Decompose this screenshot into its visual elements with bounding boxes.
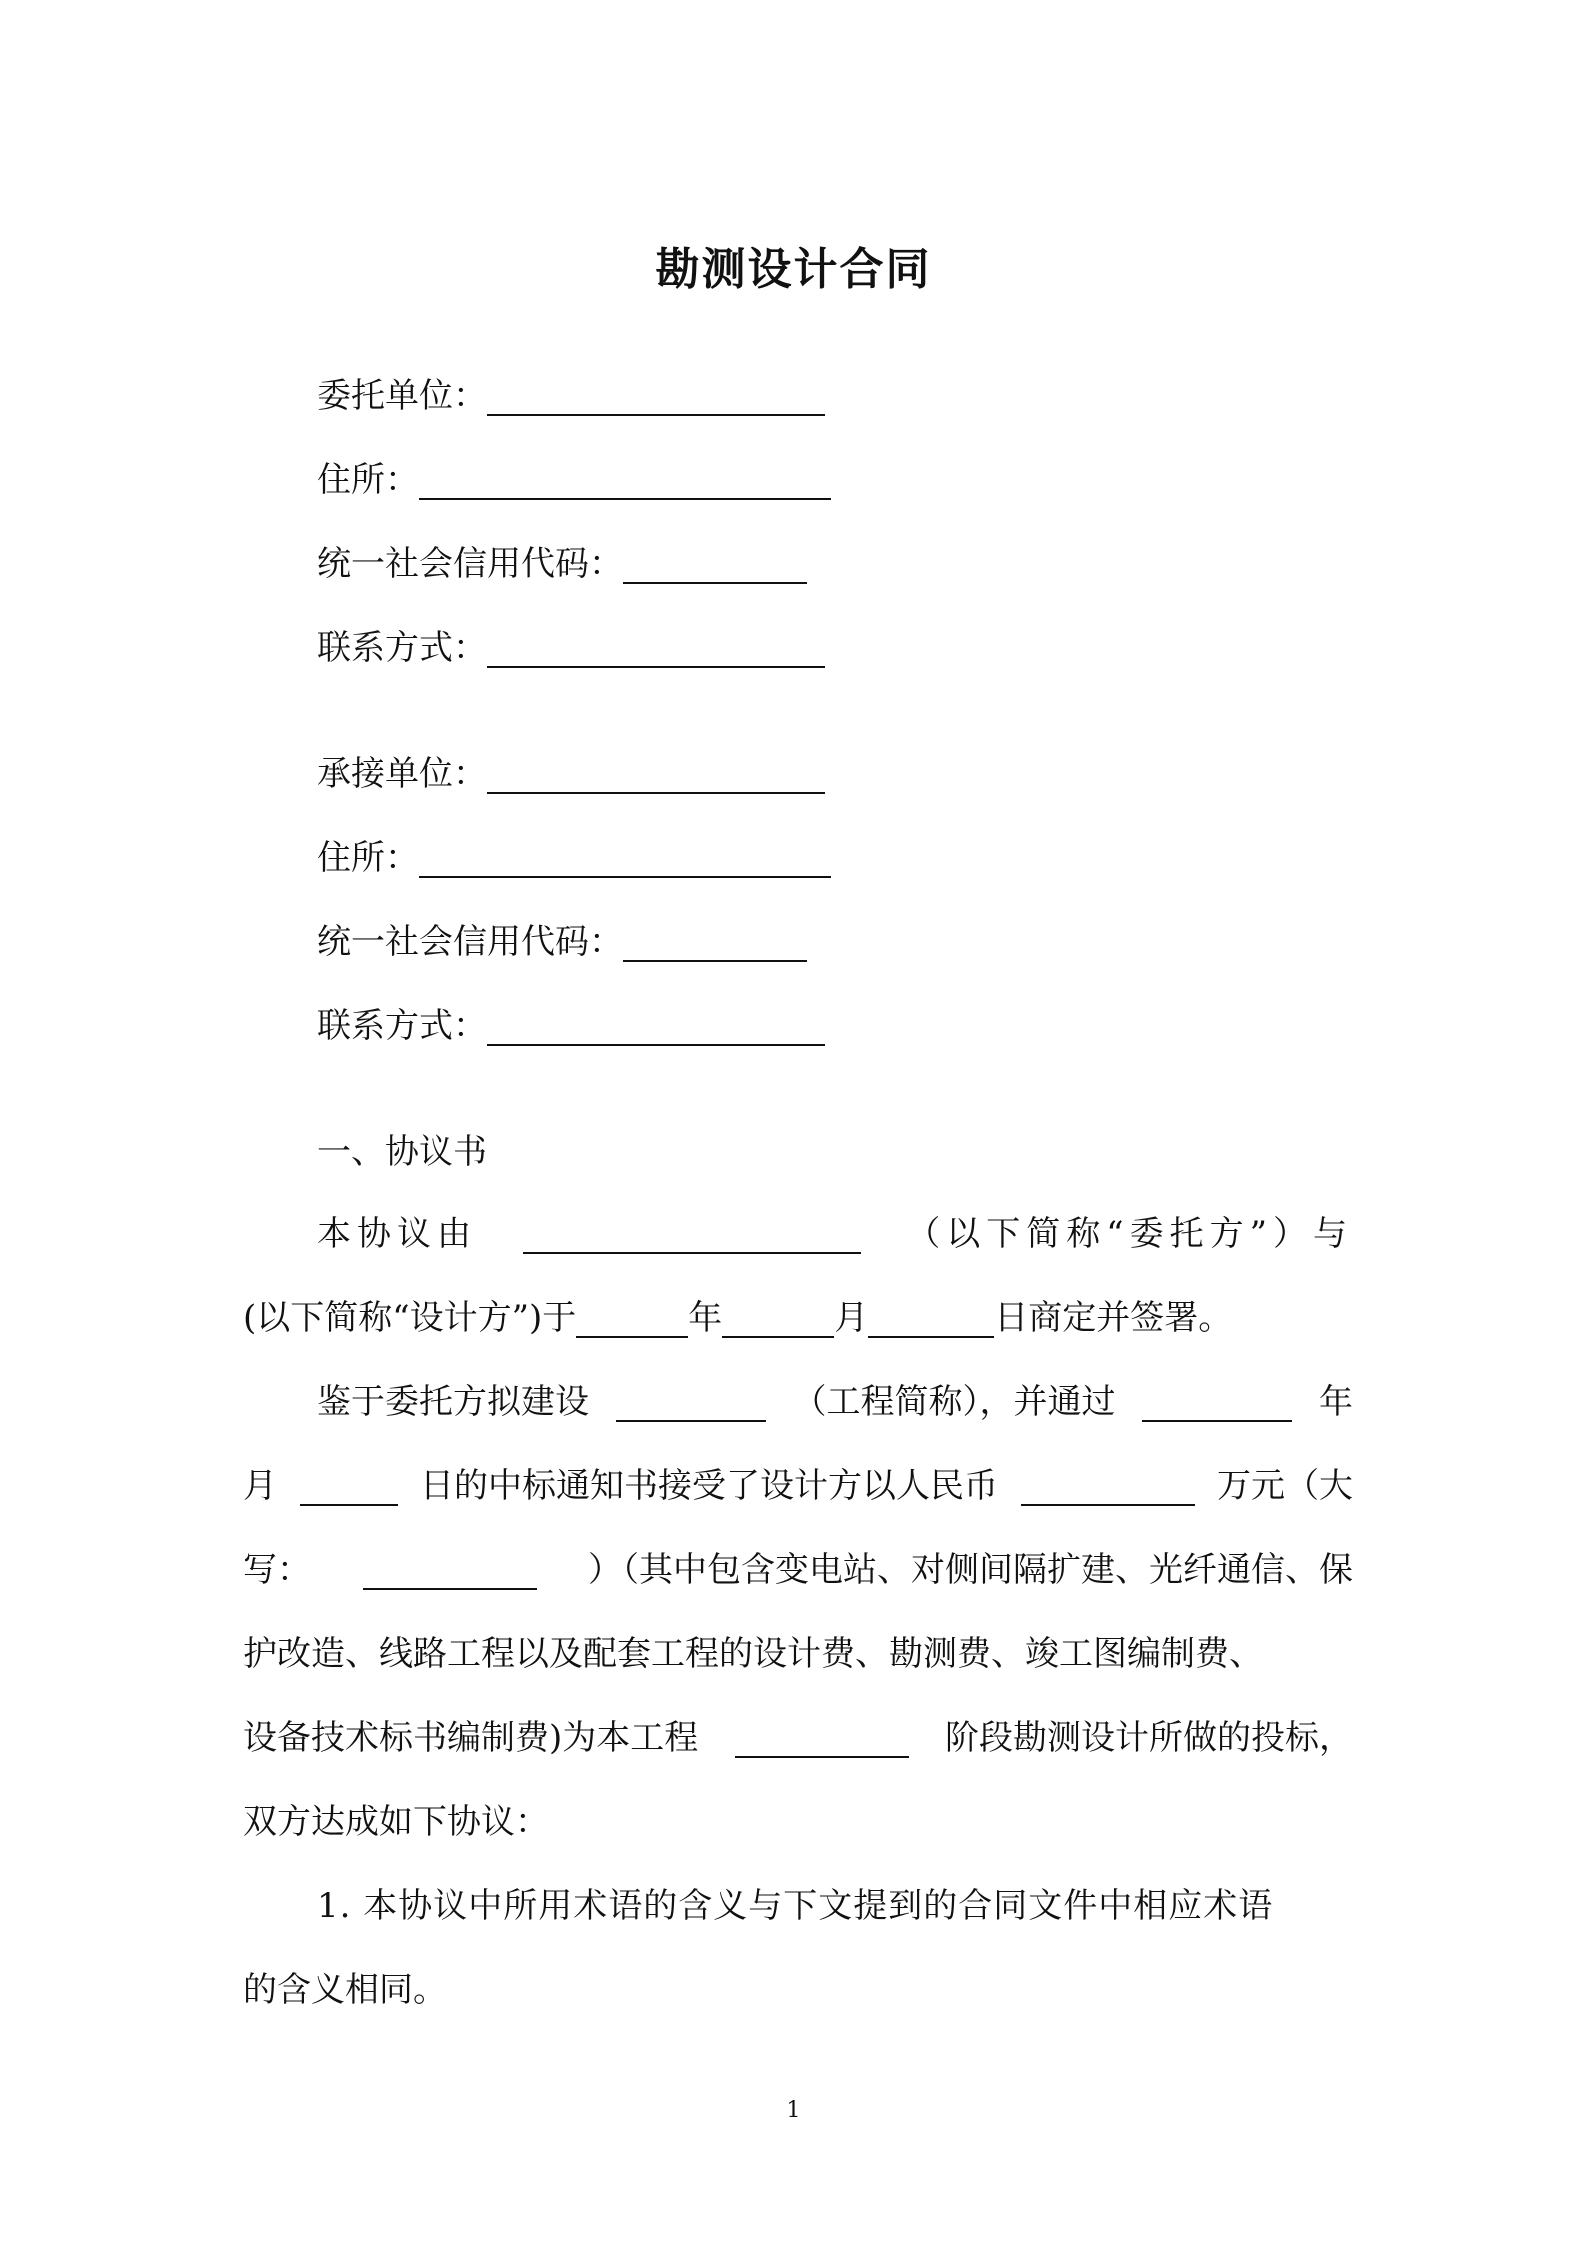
para2-text-d: 万元（大 (1217, 1466, 1353, 1506)
para2-line4: 护改造、线路工程以及配套工程的设计费、勘测费、竣工图编制费、 (243, 1634, 1263, 1674)
para2-text-a: 鉴于委托方拟建设 (317, 1382, 589, 1422)
contractor-unit-label: 承接单位： (317, 754, 487, 794)
client-credit-code-blank[interactable] (623, 544, 807, 584)
client-address-field (317, 454, 831, 506)
client-credit-code-field (317, 538, 807, 590)
para2-month-label: 月 (243, 1466, 277, 1506)
project-name-blank[interactable] (616, 1382, 766, 1422)
para1-text-b: （以下简称“委托方”）与 (906, 1214, 1353, 1254)
contractor-address-label: 住所： (317, 838, 419, 878)
client-name-blank[interactable] (523, 1214, 861, 1254)
contractor-contact-label: 联系方式： (317, 1006, 487, 1046)
contractor-contact-field (317, 1000, 825, 1052)
para2-text-b: （工程简称），并通过 (792, 1382, 1116, 1422)
para2-line2 (243, 1456, 1353, 1516)
contractor-address-field (317, 832, 831, 884)
item1-line2: 的含义相同。 (243, 1970, 447, 2010)
amount-words-blank[interactable] (363, 1550, 537, 1590)
award-month-blank[interactable] (300, 1466, 398, 1506)
sign-year-blank[interactable] (576, 1298, 688, 1338)
para1-line2 (243, 1288, 1353, 1348)
client-address-label: 住所： (317, 460, 419, 500)
para2-year-label: 年 (1319, 1382, 1353, 1422)
phase-blank[interactable] (735, 1718, 909, 1758)
contractor-credit-code-blank[interactable] (623, 922, 807, 962)
para1-text-a: 本协议由 (317, 1214, 477, 1254)
item1-line1: 1. 本协议中所用术语的含义与下文提到的合同文件中相应术语 (317, 1886, 1274, 1926)
contractor-credit-code-field (317, 916, 807, 968)
contractor-unit-blank[interactable] (487, 754, 825, 794)
para2-text-g: 设备技术标书编制费)为本工程 (243, 1718, 699, 1758)
client-unit-blank[interactable] (487, 376, 825, 416)
client-unit-field (317, 370, 825, 422)
para1-line1 (317, 1204, 1353, 1264)
sign-day-blank[interactable] (868, 1298, 994, 1338)
client-contact-blank[interactable] (487, 628, 825, 668)
para2-text-e: 写： (243, 1550, 311, 1590)
page-number: 1 (786, 2098, 801, 2123)
month-label: 月 (834, 1298, 869, 1338)
award-year-blank[interactable] (1142, 1382, 1292, 1422)
para2-line1 (317, 1372, 1353, 1432)
amount-blank[interactable] (1021, 1466, 1195, 1506)
document-title: 勘测设计合同 (655, 244, 932, 295)
para2-line6: 双方达成如下协议： (243, 1802, 549, 1842)
year-label: 年 (688, 1298, 723, 1338)
client-address-blank[interactable] (419, 460, 831, 500)
para1-text-end: 日商定并签署。 (994, 1298, 1233, 1338)
client-contact-field (317, 622, 825, 674)
para2-text-f: ）（其中包含变电站、对侧间隔扩建、光纤通信、保 (588, 1550, 1353, 1590)
para1-text-c: (以下简称“设计方”)于 (243, 1298, 577, 1338)
para2-text-c: 日的中标通知书接受了设计方以人民币 (420, 1466, 998, 1506)
client-credit-code-label: 统一社会信用代码： (317, 544, 623, 584)
client-unit-label: 委托单位： (317, 376, 487, 416)
para2-line3 (243, 1540, 1353, 1600)
para2-line5 (243, 1708, 1353, 1768)
client-contact-label: 联系方式： (317, 628, 487, 668)
contractor-contact-blank[interactable] (487, 1006, 825, 1046)
contractor-credit-code-label: 统一社会信用代码： (317, 922, 623, 962)
sign-month-blank[interactable] (722, 1298, 834, 1338)
section-heading: 一、协议书 (317, 1132, 487, 1172)
para2-text-h: 阶段勘测设计所做的投标， (944, 1718, 1353, 1758)
contractor-address-blank[interactable] (419, 838, 831, 878)
contractor-unit-field (317, 748, 825, 800)
